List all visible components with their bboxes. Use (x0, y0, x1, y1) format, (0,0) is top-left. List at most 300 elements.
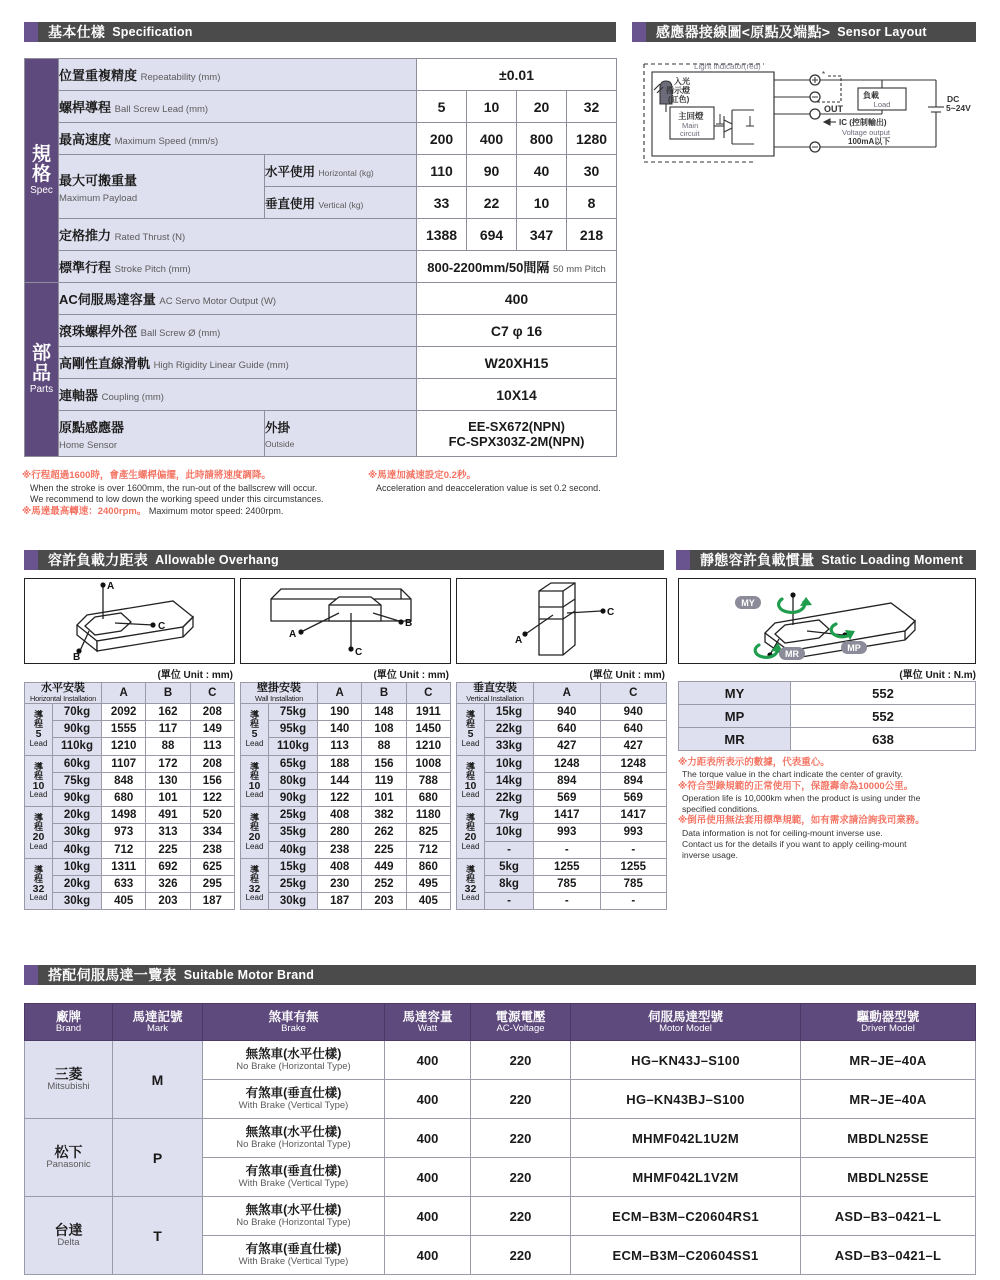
section-title-cn: 靜態容許負載慣量 (700, 552, 815, 568)
value-coupling: 10X14 (417, 379, 617, 411)
band-spec-cn: 規格 (31, 143, 51, 185)
brake-cell: 有煞車(垂直仕樣) With Brake (Vertical Type) (203, 1158, 385, 1197)
overhang-value-cell: 122 (190, 789, 234, 806)
value-cell: 1388 (417, 219, 467, 251)
value-cell: 347 (517, 219, 567, 251)
band-parts (25, 283, 59, 457)
table-row (25, 807, 235, 824)
svg-text:指示燈: 指示燈 (666, 86, 690, 95)
value-cell: 30 (567, 155, 617, 187)
header-col-b: B (362, 683, 406, 704)
sensor-model-1: EE-SX672(NPN) (468, 418, 565, 434)
overhang-value-cell: 408 (318, 858, 362, 875)
motor-model-cell: ECM–B3M–C20604SS1 (571, 1236, 801, 1275)
overhang-value-cell: 973 (102, 824, 146, 841)
note-line: Data information is not for ceiling-mount inverse use. (682, 827, 883, 838)
payload-cell: 14kg (485, 772, 534, 789)
overhang-value-cell: 252 (362, 875, 406, 892)
overhang-value-cell: 280 (318, 824, 362, 841)
band-spec-en: Spec (30, 185, 53, 197)
brand-cell: 台達 Delta (25, 1197, 113, 1275)
overhang-tables-area (24, 578, 668, 910)
row-label-maximum-payload (59, 155, 265, 219)
payload-cell: 5kg (485, 858, 534, 875)
payload-cell: 25kg (269, 807, 318, 824)
sublabel-en: Horizontal (kg) (318, 167, 374, 178)
overhang-value-cell: 712 (406, 841, 450, 858)
overhang-value-cell: 187 (318, 893, 362, 910)
overhang-value-cell: 495 (406, 875, 450, 892)
overhang-value-cell: 408 (318, 807, 362, 824)
svg-text:100mA以下: 100mA以下 (848, 137, 891, 146)
payload-cell: 15kg (269, 858, 318, 875)
overhang-value-cell: 1107 (102, 755, 146, 772)
header-en: Brand (55, 1022, 82, 1034)
svg-text:circuit: circuit (680, 129, 700, 138)
overhang-table-vertical (456, 682, 667, 910)
lead-cell: 導 程 10 Lead (457, 755, 485, 807)
value-cell: 10 (467, 91, 517, 123)
table-row (457, 772, 667, 789)
overhang-value-cell: 187 (190, 893, 234, 910)
watt-cell: 400 (385, 1197, 471, 1236)
overhang-group-vertical (456, 578, 667, 910)
note-cn: ※馬達最高轉速：2400rpm。 (22, 506, 147, 518)
overhang-value-cell: 172 (146, 755, 190, 772)
table-header-row (457, 683, 667, 704)
table-row (241, 824, 451, 841)
sensor-model-2: FC-SPX303Z-2M(NPN) (448, 433, 585, 449)
table-row (241, 789, 451, 806)
svg-text:Load: Load (873, 100, 891, 109)
static-value: 638 (791, 728, 976, 751)
header-en: AC-Voltage (496, 1022, 545, 1034)
motor-model-cell: HG–KN43J–S100 (571, 1041, 801, 1080)
table-row (25, 155, 617, 187)
overhang-group-horizontal (24, 578, 235, 910)
note-line-mixed (22, 506, 362, 519)
table-row (25, 858, 235, 875)
section-title-en: Sensor Layout (837, 25, 927, 39)
table-header-row (25, 1004, 976, 1041)
label-cn: 定格推力 (59, 228, 112, 243)
section-accent-square (24, 22, 38, 42)
brand-cell: 松下 Panasonic (25, 1119, 113, 1197)
overhang-value-cell: 190 (318, 704, 362, 721)
note-line: ※馬達加減速設定0.2秒。 (368, 470, 476, 481)
overhang-value-cell: 894 (534, 772, 601, 789)
table-row (25, 755, 235, 772)
row-label-repeatability (59, 59, 417, 91)
header-cn: 壁掛安裝 (257, 682, 301, 695)
section-title-bar (690, 550, 976, 570)
section-header-allowable-overhang (24, 550, 664, 570)
unit-label: (單位 Unit : mm) (589, 670, 665, 681)
table-row (241, 755, 451, 772)
section-title-bar (38, 550, 664, 570)
unit-label-static: (單位 Unit : N.m) (899, 670, 976, 681)
table-row (25, 721, 235, 738)
driver-model-cell: MR–JE–40A (801, 1041, 976, 1080)
overhang-value-cell: 88 (362, 738, 406, 755)
unit-label: (單位 Unit : mm) (373, 670, 449, 681)
overhang-value-cell: 491 (146, 807, 190, 824)
payload-cell: 8kg (485, 875, 534, 892)
payload-cell: 75kg (269, 704, 318, 721)
header-col-a: A (102, 683, 146, 704)
table-row (25, 1041, 976, 1080)
value-cell: 400 (467, 123, 517, 155)
svg-text:主回燈: 主回燈 (678, 111, 704, 121)
payload-cell: 22kg (485, 789, 534, 806)
overhang-value-cell: 334 (190, 824, 234, 841)
table-row (241, 704, 451, 721)
header-motor-model (571, 1004, 801, 1041)
static-loading-notes (678, 757, 978, 861)
label-mp: MP (847, 643, 861, 653)
sensor-wiring-diagram (636, 52, 976, 177)
overhang-value-cell: 1498 (102, 807, 146, 824)
voltage-cell: 220 (471, 1041, 571, 1080)
payload-cell: 33kg (485, 738, 534, 755)
table-header-row (25, 683, 235, 704)
motor-brand-table (24, 1003, 976, 1275)
header-en: Vertical Installation (466, 693, 524, 703)
header-install-type (25, 683, 102, 704)
payload-cell: - (485, 841, 534, 858)
overhang-value-cell: 894 (600, 772, 667, 789)
table-row (25, 219, 617, 251)
specification-table-wrap (24, 58, 616, 457)
table-row (25, 59, 617, 91)
overhang-value-cell: 785 (600, 875, 667, 892)
table-row (457, 875, 667, 892)
static-key: MP (679, 705, 791, 728)
lead-cell: 導 程 5 Lead (457, 704, 485, 756)
specification-notes (22, 470, 662, 519)
sublabel-cn: 水平使用 (265, 164, 316, 179)
table-row (457, 738, 667, 755)
row-label-ac-servo-motor-output (59, 283, 417, 315)
header-col-c: C (406, 683, 450, 704)
table-row (25, 893, 235, 910)
value-cell: 1280 (567, 123, 617, 155)
label-cn: 高剛性直線滑軌 (59, 356, 151, 371)
value-cell: 8 (567, 187, 617, 219)
brand-cell: 三菱 Mitsubishi (25, 1041, 113, 1119)
overhang-value-cell: 427 (534, 738, 601, 755)
overhang-value-cell: 262 (362, 824, 406, 841)
table-row (679, 682, 976, 705)
header-col-c: C (190, 683, 234, 704)
section-title-en: Specification (112, 25, 193, 39)
value-linear-guide: W20XH15 (417, 347, 617, 379)
label-en: Rated Thrust (N) (114, 232, 186, 243)
section-title-bar (646, 22, 976, 42)
value-cell: 694 (467, 219, 517, 251)
label-en: Repeatability (mm) (140, 72, 221, 83)
table-row (25, 283, 617, 315)
header-brand (25, 1004, 113, 1041)
table-row (25, 379, 617, 411)
note-line: ※倒吊使用無法套用標準規範，如有需求請洽詢我司業務。 (678, 815, 925, 827)
table-row (241, 893, 451, 910)
note-line: ※符合型錄規範的正常使用下，保證壽命為10000公里。 (678, 780, 914, 792)
overhang-value-cell: 162 (146, 704, 190, 721)
header-cn: 驅動器型號 (856, 1009, 920, 1024)
overhang-value-cell: 825 (406, 824, 450, 841)
payload-cell: 30kg (53, 893, 102, 910)
overhang-value-cell: 1417 (600, 807, 667, 824)
driver-model-cell: MR–JE–40A (801, 1080, 976, 1119)
payload-cell: 65kg (269, 755, 318, 772)
notes-right-column (368, 470, 658, 519)
overhang-value-cell: 680 (102, 789, 146, 806)
overhang-value-cell: 295 (190, 875, 234, 892)
value-ball-screw-dia: C7 φ 16 (417, 315, 617, 347)
value-repeatability: ±0.01 (417, 59, 617, 91)
overhang-value-cell: 208 (190, 704, 234, 721)
overhang-group-wall (240, 578, 451, 910)
overhang-value-cell: 1255 (600, 858, 667, 875)
watt-cell: 400 (385, 1080, 471, 1119)
section-title-cn: 感應器接線圖<原點及端點> (656, 24, 831, 40)
overhang-value-cell: 640 (534, 721, 601, 738)
row-label-maximum-speed (59, 123, 417, 155)
section-title-cn: 搭配伺服馬達一覽表 (48, 967, 177, 983)
section-accent-square (676, 550, 690, 570)
watt-cell: 400 (385, 1158, 471, 1197)
label-en: Maximum Payload (59, 192, 138, 204)
band-parts-en: Parts (29, 384, 54, 396)
table-row (25, 824, 235, 841)
header-en: Wall Installation (254, 693, 304, 703)
lead-cell: 導 程 10 Lead (25, 755, 53, 807)
header-col-a: A (534, 683, 601, 704)
section-accent-square (632, 22, 646, 42)
label-cn: 最大可搬重量 (59, 172, 138, 188)
svg-text:5~24V: 5~24V (946, 103, 971, 113)
overhang-table-horizontal (24, 682, 235, 910)
overhang-value-cell: 208 (190, 755, 234, 772)
overhang-value-cell: 156 (190, 772, 234, 789)
motor-model-cell: HG–KN43BJ–S100 (571, 1080, 801, 1119)
overhang-value-cell: 238 (318, 841, 362, 858)
overhang-value-cell: 203 (146, 893, 190, 910)
overhang-body-vertical (457, 704, 667, 910)
header-en: Brake (281, 1022, 306, 1034)
section-header-static-loading-moment (676, 550, 976, 570)
label-cn: 標準行程 (59, 260, 112, 275)
note-line: Contact us for the details if you want to apply ceiling-mount (682, 838, 907, 849)
overhang-value-cell: - (534, 893, 601, 910)
table-row (457, 893, 667, 910)
label-cn: AC伺服馬達容量 (59, 292, 156, 307)
table-row (25, 772, 235, 789)
table-row (457, 755, 667, 772)
payload-cell: 25kg (269, 875, 318, 892)
payload-cell: 40kg (53, 841, 102, 858)
overhang-value-cell: 188 (318, 755, 362, 772)
payload-cell: 20kg (53, 875, 102, 892)
note-line: The torque value in the chart indicate the center of gravity. (682, 769, 904, 780)
lead-cell: 導 程 5 Lead (241, 704, 269, 756)
overhang-value-cell: 1210 (406, 738, 450, 755)
section-header-suitable-motor-brand (24, 965, 976, 985)
motor-table-head (25, 1004, 976, 1041)
value-cell: 800 (517, 123, 567, 155)
svg-text:C: C (355, 647, 363, 658)
note-line: When the stroke is over 1600mm, the run-out of the ballscrew will occur. (30, 482, 318, 493)
payload-cell: 10kg (485, 755, 534, 772)
label-cn: 原點感應器 (59, 419, 125, 435)
table-row (241, 772, 451, 789)
lead-cell: 導 程 20 Lead (457, 807, 485, 859)
overhang-value-cell: 1417 (534, 807, 601, 824)
value-tail: 50 mm Pitch (553, 264, 606, 275)
table-row (25, 875, 235, 892)
driver-model-cell: MBDLN25SE (801, 1119, 976, 1158)
note-en: Maximum motor speed: 2400rpm. (148, 506, 284, 517)
label-my: MY (741, 598, 755, 608)
value-cell: 20 (517, 91, 567, 123)
overhang-value-cell: 382 (362, 807, 406, 824)
table-row (457, 704, 667, 721)
note-line: ※行程超過1600時，會產生螺桿偏擺，此時請將速度調降。 (22, 470, 271, 481)
header-col-a: A (318, 683, 362, 704)
svg-text:B: B (405, 618, 413, 629)
overhang-value-cell: 405 (406, 893, 450, 910)
overhang-value-cell: 101 (362, 789, 406, 806)
table-row (241, 841, 451, 858)
section-accent-square (24, 550, 38, 570)
overhang-value-cell: 785 (534, 875, 601, 892)
header-mark (113, 1004, 203, 1041)
payload-cell: 7kg (485, 807, 534, 824)
value-cell: 10 (517, 187, 567, 219)
table-row (25, 91, 617, 123)
band-spec (25, 59, 59, 283)
overhang-value-cell: 788 (406, 772, 450, 789)
label-en: Ball Screw Ø (mm) (140, 328, 221, 339)
static-loading-table (678, 681, 976, 751)
overhang-value-cell: - (600, 841, 667, 858)
overhang-value-cell: 520 (190, 807, 234, 824)
svg-text:OUT: OUT (824, 104, 843, 114)
mark-cell: M (113, 1041, 203, 1119)
value-ac-servo: 400 (417, 283, 617, 315)
section-title-bar (38, 22, 616, 42)
overhang-value-cell: 680 (406, 789, 450, 806)
value-main: 800-2200mm/50間隔 (427, 260, 550, 275)
label-en: Home Sensor (59, 439, 118, 451)
header-cn: 垂直安裝 (473, 682, 517, 695)
payload-cell: 20kg (53, 807, 102, 824)
sublabel-en: Outside (265, 438, 295, 449)
overhang-value-cell: 1450 (406, 721, 450, 738)
payload-cell: 90kg (53, 789, 102, 806)
section-title-en: Allowable Overhang (155, 553, 279, 567)
value-cell: 110 (417, 155, 467, 187)
payload-cell: 110kg (269, 738, 318, 755)
payload-cell: 22kg (485, 721, 534, 738)
payload-cell: 60kg (53, 755, 102, 772)
header-brake (203, 1004, 385, 1041)
brake-cell: 有煞車(垂直仕樣) With Brake (Vertical Type) (203, 1080, 385, 1119)
overhang-table-wall (240, 682, 451, 910)
section-title-cn: 基本仕樣 (48, 24, 106, 40)
table-header-row (241, 683, 451, 704)
table-row (241, 721, 451, 738)
notes-left-column (22, 470, 362, 519)
value-cell: 218 (567, 219, 617, 251)
overhang-value-cell: 313 (146, 824, 190, 841)
svg-text:Voltage output: Voltage output (842, 128, 890, 137)
sensor-diagram-svg (636, 52, 976, 177)
svg-text:入光: 入光 (674, 77, 690, 86)
row-label-home-sensor (59, 411, 265, 457)
voltage-cell: 220 (471, 1080, 571, 1119)
svg-text:C: C (607, 607, 615, 618)
sublabel-vertical (265, 187, 417, 219)
motor-model-cell: MHMF042L1V2M (571, 1158, 801, 1197)
note-line: We recommend to low down the working speed under this circumstances. (30, 494, 324, 505)
static-value: 552 (791, 682, 976, 705)
payload-cell: 10kg (53, 858, 102, 875)
brake-cell: 有煞車(垂直仕樣) With Brake (Vertical Type) (203, 1236, 385, 1275)
header-en: Mark (146, 1022, 169, 1034)
svg-text:A: A (515, 635, 523, 646)
mark-cell: P (113, 1119, 203, 1197)
header-install-type (457, 683, 534, 704)
label-cn: 位置重複精度 (59, 68, 138, 83)
overhang-value-cell: 940 (534, 704, 601, 721)
payload-cell: 80kg (269, 772, 318, 789)
header-cn: 水平安裝 (41, 682, 85, 695)
watt-cell: 400 (385, 1119, 471, 1158)
label-cn: 滾珠螺桿外徑 (59, 324, 138, 339)
overhang-value-cell: 993 (534, 824, 601, 841)
overhang-value-cell: 101 (146, 789, 190, 806)
overhang-value-cell: 117 (146, 721, 190, 738)
overhang-value-cell: 569 (600, 789, 667, 806)
svg-text:負載: 負載 (863, 91, 879, 100)
payload-cell: 10kg (485, 824, 534, 841)
payload-cell: 95kg (269, 721, 318, 738)
diagram-horizontal-installation (24, 578, 235, 664)
table-row (241, 738, 451, 755)
lead-cell: 導 程 32 Lead (457, 858, 485, 910)
payload-cell: 75kg (53, 772, 102, 789)
header-cn: 馬達記號 (132, 1009, 183, 1024)
overhang-value-cell: 225 (146, 841, 190, 858)
unit-label: (單位 Unit : mm) (157, 670, 233, 681)
static-key: MR (679, 728, 791, 751)
header-cn: 廠牌 (55, 1009, 81, 1024)
table-row (457, 824, 667, 841)
row-label-coupling (59, 379, 417, 411)
header-en: Watt (417, 1022, 438, 1034)
overhang-value-cell: 1255 (534, 858, 601, 875)
svg-text:*: * (822, 70, 826, 79)
band-parts-cn: 部品 (31, 342, 51, 384)
watt-cell: 400 (385, 1236, 471, 1275)
lead-cell: 導 程 20 Lead (25, 807, 53, 859)
row-label-linear-guide (59, 347, 417, 379)
payload-cell: 40kg (269, 841, 318, 858)
label-en: Coupling (mm) (101, 392, 164, 403)
motor-model-cell: MHMF042L1U2M (571, 1119, 801, 1158)
